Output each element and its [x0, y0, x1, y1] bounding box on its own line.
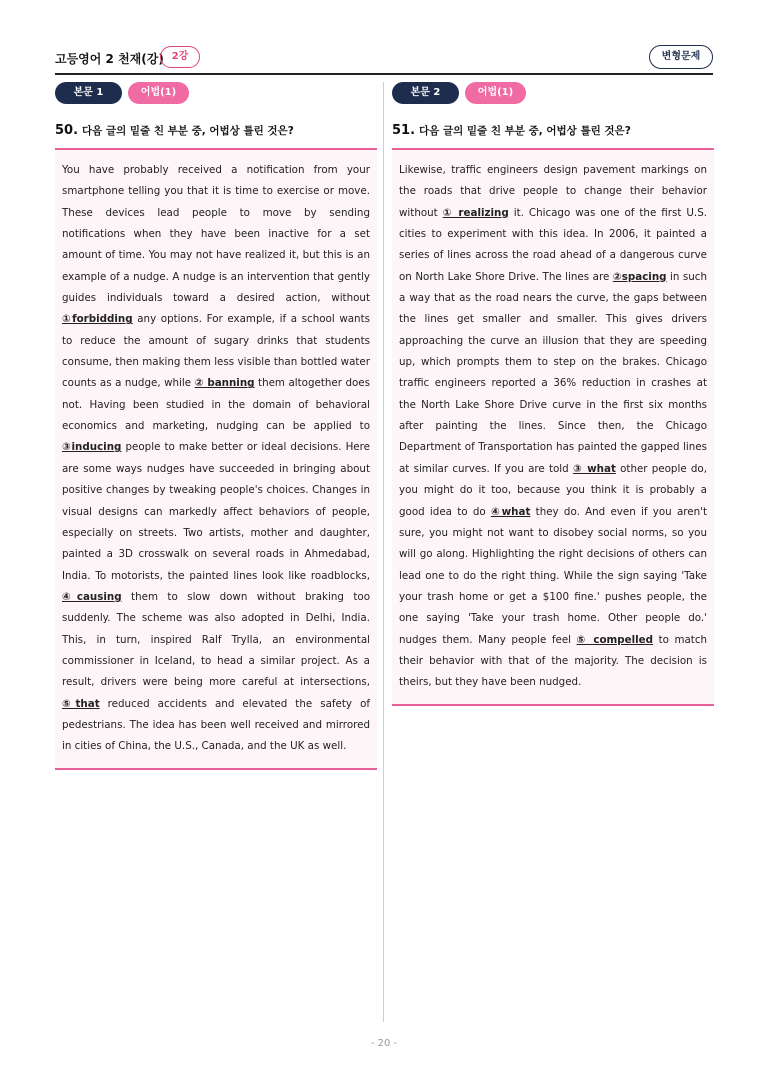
choice-2: ② banning	[194, 377, 255, 390]
question-50	[55, 123, 294, 138]
question-number: 50.	[55, 123, 79, 138]
question-type-badge: 변형문제	[649, 45, 713, 69]
header-divider	[55, 73, 713, 75]
lesson-badge: 2강	[160, 46, 200, 68]
column-divider	[383, 82, 384, 1022]
passage-tag: 본문 1	[55, 82, 122, 104]
category-tag: 어법(1)	[465, 82, 526, 104]
choice-1: ①forbidding	[62, 313, 133, 326]
category-tag: 어법(1)	[128, 82, 189, 104]
choice-3: ③ what	[572, 462, 616, 475]
choice-5: ⑤ compelled	[576, 633, 654, 646]
passage-tag: 본문 2	[392, 82, 459, 104]
passage-text: Likewise, traffic engineers design pavement markings on the roads that drive people to change their behavior without ① realizing it. Chicago was one of the first U.S. cities to experiment with this idea. In 2006, it painted a series of lines across the road ahead of a dangerous curve on North Lake Shore Drive. The lines are ②spacing in such a way that as the road nears the curve, the gaps between the lines get smaller and smaller. This gives drivers approaching the curve an illusion that they are speeding up, which prompts them to step on the brakes. Chicago traffic engineers reported a 36% reduction in crashes at the North Lake Shore Drive curve in the first six months after painting the lines. Since then, the Chicago Department of Transportation has painted the gapped lines at similar curves. If you are told ③ what other people do, you might do it too, because you think it is probably a good idea to do ④what they do. And even if you aren't sure, you might not want to disobey social norms, so you will go along. Highlighting the right decisions of others can lead one to do the right thing. While the sign saying 'Take your trash home or get a $100 fine.' pushes people, the one saying 'Take your trash home. Other people do.' nudges them. Many people feel ⑤ compelled to match their behavior with that of the majority. The decision is theirs, but they have been nudged.	[399, 164, 708, 689]
question-text: 다음 글의 밑줄 친 부분 중, 어법상 틀린 것은?	[82, 125, 294, 137]
choice-5: ⑤that	[62, 697, 100, 710]
choice-4: ④what	[490, 505, 531, 518]
page-header	[55, 46, 713, 72]
question-number: 51.	[392, 123, 416, 138]
question-51	[392, 123, 631, 138]
page-number: - 20 -	[370, 1038, 398, 1049]
course-title: 고등영어 2 천재(강)	[55, 52, 164, 66]
passage-box	[392, 148, 714, 706]
passage-box	[55, 148, 377, 770]
choice-2: ②spacing	[612, 270, 667, 283]
question-text: 다음 글의 밑줄 친 부분 중, 어법상 틀린 것은?	[419, 125, 631, 137]
passage-text: You have probably received a notification from your smartphone telling you that it is time to exercise or move. These devices lead people to move by sending notifications when they have been inactive for a set amount of time. You may not have realized it, but this is an example of a nudge. A nudge is an intervention that gently guides individuals toward a desired action, without ①forbidding any options. For example, if a school wants to reduce the amount of sugary drinks that students consume, then making them less visible than bottled water counts as a nudge, while ② banning them altogether does not. Having been studied in the domain of behavioral economics and marketing, nudging can be applied to ③inducing people to make better or ideal decisions. Here are some ways nudges have succeeded in bringing about positive changes by tweaking people's choices. Changes in visual designs can markedly affect behaviors of people, especially on streets. Two artists, mother and daughter, painted a 3D crosswalk on several roads in Ahmedabad, India. To motorists, the painted lines look like roadblocks, ④causing them to slow down without braking too suddenly. The scheme was also adopted in Delhi, India. This, in turn, inspired Ralf Trylla, an environmental commissioner in Iceland, to head a similar project. As a result, drivers were being more careful at intersections, ⑤that reduced accidents and elevated the safety of pedestrians. The idea has been well received and mirrored in cities of China, the U.S., Canada, and the UK as well.	[62, 164, 370, 753]
choice-4: ④causing	[62, 590, 122, 603]
choice-3: ③inducing	[62, 441, 122, 454]
choice-1: ① realizing	[442, 206, 509, 219]
